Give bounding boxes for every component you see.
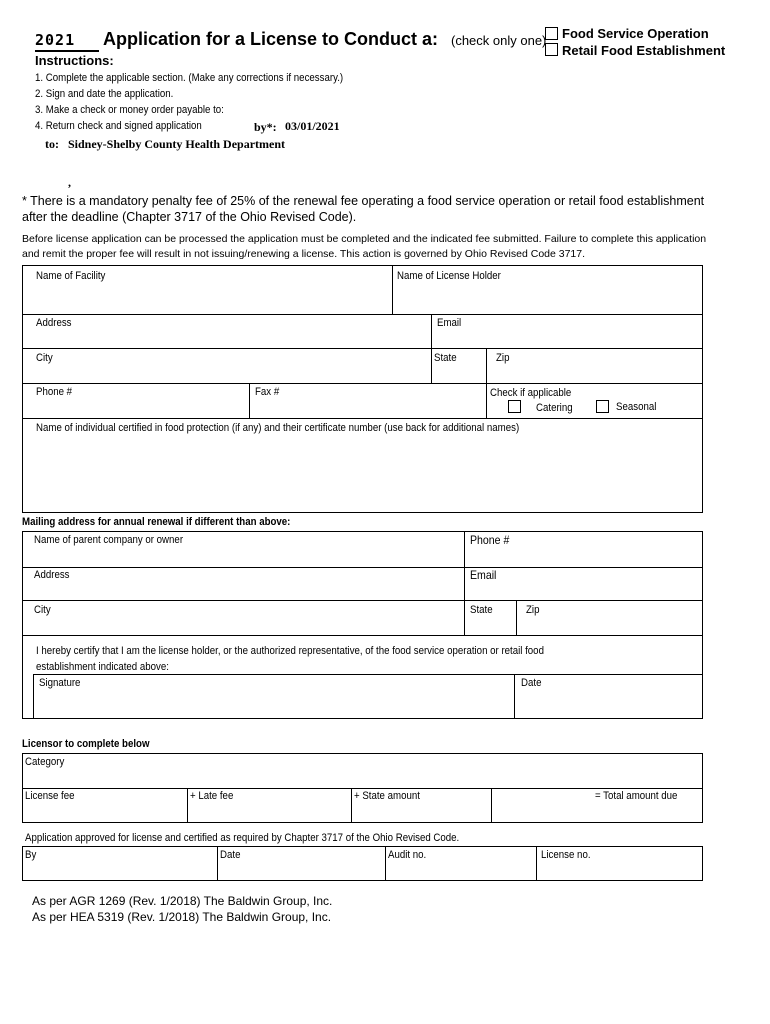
parent-company-label: Name of parent company or owner	[34, 534, 184, 546]
late-fee-label: + Late fee	[190, 790, 234, 802]
stray-comma: ,	[68, 175, 71, 189]
state-amount-label: + State amount	[354, 790, 420, 802]
mailing-heading: Mailing address for annual renewal if different than above:	[22, 516, 291, 528]
zip-label: Zip	[496, 352, 510, 364]
check-only-note: (check only one)	[451, 33, 547, 48]
mailing-state-label: State	[470, 604, 493, 616]
footer-line-2: As per HEA 5319 (Rev. 1/2018) The Baldwin Group, Inc.	[32, 910, 332, 924]
mailing-phone-label: Phone #	[470, 533, 510, 547]
food-service-checkbox[interactable]	[545, 27, 558, 40]
payee-name: Sidney-Shelby County Health Department	[68, 137, 286, 151]
total-amount-label: = Total amount due	[595, 790, 678, 802]
instruction-item: 3. Make a check or money order payable to:	[35, 104, 224, 116]
mailing-address-label: Address	[34, 569, 70, 581]
audit-no-label: Audit no.	[388, 849, 427, 861]
approval-date-label: Date	[220, 849, 241, 861]
signature-label: Signature	[39, 677, 81, 689]
instruction-item: 1. Complete the applicable section. (Make any corrections if necessary.)	[35, 72, 344, 84]
form-title: Application for a License to Conduct a:	[103, 29, 439, 49]
approval-statement: Application approved for license and certified as required by Chapter 3717 of the Ohio Revised Code.	[25, 832, 460, 844]
approval-table	[22, 846, 703, 881]
certified-individual-label: Name of individual certified in food protection (if any) and their certificate number (use back for additional names)	[36, 422, 520, 434]
by-label: by*:	[254, 120, 277, 134]
licensor-heading: Licensor to complete below	[22, 738, 150, 750]
seasonal-label: Seasonal	[616, 401, 657, 413]
mailing-city-label: City	[34, 604, 51, 616]
check-if-applicable-label: Check if applicable	[490, 387, 572, 399]
mailing-email-label: Email	[470, 568, 497, 582]
license-fee-label: License fee	[25, 790, 75, 802]
due-date: 03/01/2021	[285, 119, 340, 133]
catering-label: Catering	[536, 402, 573, 414]
license-holder-label: Name of License Holder	[397, 270, 501, 282]
mailing-zip-label: Zip	[526, 604, 540, 616]
by-label-field: By	[25, 849, 37, 861]
to-label: to:	[45, 137, 59, 151]
instruction-item: 4. Return check and signed application	[35, 120, 202, 132]
catering-checkbox[interactable]	[508, 400, 521, 413]
seasonal-checkbox[interactable]	[596, 400, 609, 413]
retail-food-checkbox[interactable]	[545, 43, 558, 56]
state-label: State	[434, 352, 457, 364]
address-label: Address	[36, 317, 72, 329]
option-retail-food: Retail Food Establishment	[562, 43, 726, 58]
facility-section	[22, 265, 703, 513]
email-label: Email	[437, 317, 462, 329]
license-no-label: License no.	[541, 849, 591, 861]
penalty-notice: * There is a mandatory penalty fee of 25% of the renewal fee operating a food service operation or retail food establishment after the deadline (Chapter 3717 of the Ohio Revised Code).	[22, 194, 705, 224]
certification-statement: I hereby certify that I am the license holder, or the authorized representative, of the food service operation or retail food establishment indicated above:	[36, 645, 544, 673]
facility-name-label: Name of Facility	[36, 270, 106, 282]
phone-label: Phone #	[36, 386, 73, 398]
processing-notice: Before license application can be processed the application must be completed and the indicated fee submitted. Failure to complete this application and remit the proper fee will result in not issuing/renewing a license. This action is governed by Ohio Revised Code 3717.	[22, 233, 707, 260]
option-food-service: Food Service Operation	[562, 26, 709, 41]
instructions-heading: Instructions:	[35, 53, 114, 68]
signature-date-label: Date	[521, 677, 542, 689]
city-label: City	[36, 352, 53, 364]
fax-label: Fax #	[255, 386, 280, 398]
footer-line-1: As per AGR 1269 (Rev. 1/2018) The Baldwin Group, Inc.	[32, 894, 333, 908]
category-label: Category	[25, 756, 65, 768]
year-field[interactable]: 2021	[35, 30, 99, 52]
instruction-item: 2. Sign and date the application.	[35, 88, 174, 100]
